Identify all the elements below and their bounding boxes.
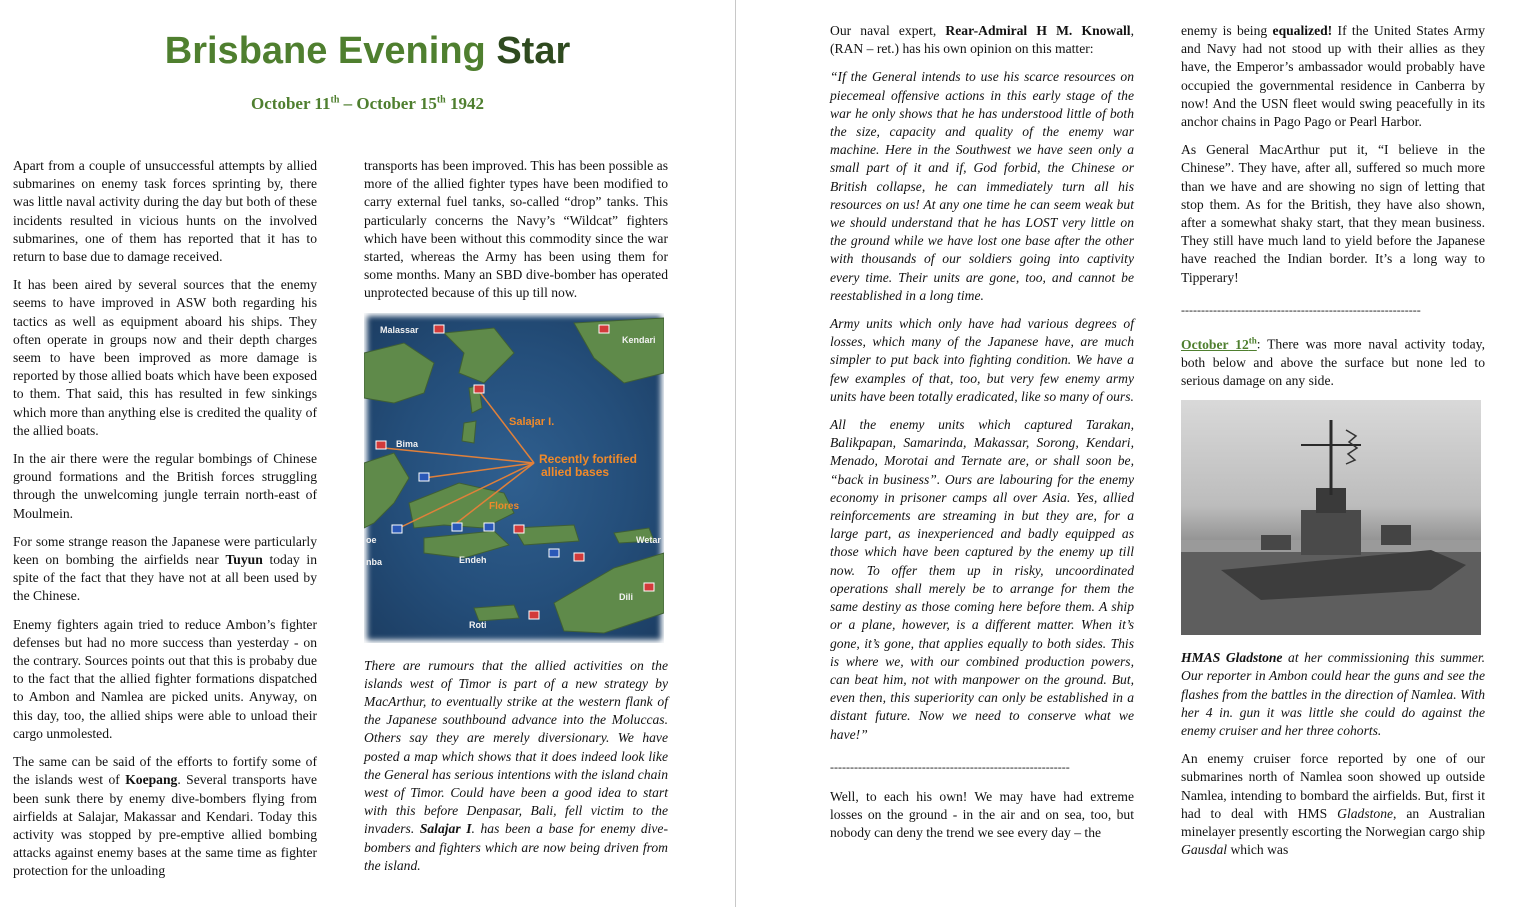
place-name: Koepang: [125, 772, 178, 788]
photo-caption: [1181, 649, 1485, 740]
masthead-title: [0, 30, 735, 73]
masthead-dates: [0, 94, 735, 114]
separator: ------------------------------------------------------------: [830, 759, 1070, 774]
map-label: Dili: [619, 591, 634, 602]
date-heading-text: October 12: [1181, 336, 1249, 352]
text-span: : There was more naval activity today, both below and above the surface but none led to serious damage on any side.: [1181, 336, 1485, 388]
map-callout: [539, 453, 637, 479]
text-span: . has been a base for enemy dive-bombers and fighters which are now being driven from the island.: [364, 821, 668, 873]
map-label: Endeh: [459, 554, 487, 565]
ship-graphic: [1181, 400, 1481, 635]
paragraph: [1181, 22, 1485, 131]
map-label: Malassar: [380, 324, 419, 335]
map-caption: [364, 657, 668, 875]
paragraph: [830, 22, 1134, 58]
text-span: An enemy cruiser force reported by one of our submarines north of Namlea soon showed up outside Namlea, intending to bombard the airfields. But, first it had to deal with HMS: [1181, 751, 1485, 821]
text-span: . Several transports have been sunk there by enemy dive-bombers flying from airfields at Salajar, Makassar and Kendari. Today this activity was stopped by pre-emptive allied bombing attacks against enemy bases at the same time as fighter protection for the unloading: [13, 772, 317, 879]
map-label: Bima: [396, 438, 419, 449]
text-span: enemy is being: [1181, 23, 1273, 38]
text-span: Our naval expert,: [830, 23, 946, 38]
text-span: , an Australian minelayer presently escorting the Norwegian cargo ship: [1181, 805, 1486, 840]
map-label: Roti: [469, 619, 487, 630]
text-span: For some strange reason the Japanese were particularly keen on bombing the airfields near: [13, 533, 317, 568]
date-end-suffix: th: [436, 94, 446, 106]
paragraph: In the air there were the regular bombings of Chinese ground formations and the British forces struggling through the unwelcoming jungle terrain north-east of Moulmein.: [13, 451, 317, 521]
text-span: at her commissioning this summer. Our reporter in Ambon could hear the guns and see the flashes from the battles in the direction of Namlea. With her 4 in. gun it was little she could do against the enemy cruiser and her three cohorts.: [1181, 650, 1485, 738]
column-1: [13, 157, 317, 891]
paragraph: transports has been improved. This has been possible as more of the allied fighter types have been modified to carry external fuel tanks, so-called “drop” tanks. This particularly concerns the Navy’s “Wildcat” fighters which have been without this commodity since the war started, whereas the Army has been using them for some months. Many an SBD dive-bomber has operated unprotected because of this up till now.: [364, 158, 668, 301]
text-span: If the United States Army and Navy had not stood up with their allies as they have, the Emperor’s ambassador would probably have occupied the governmental residence in Canberra by now! And the USN fleet would swing peacefully in its anchor chains in Pago Pago or Pearl Harbor.: [1181, 23, 1485, 130]
text-span: which was: [1227, 842, 1289, 858]
quote-paragraph: Army units which only have had various degrees of losses, which many of the Japanese have, are much simpler to put back into fighting condition. We have a few examples of that, too, but very few enemy army units have been totally eradicated, like so many of ours.: [830, 316, 1134, 404]
date-start: October 11: [251, 94, 331, 113]
map-label: oe: [366, 534, 377, 545]
masthead-title-main: Brisbane Evening: [164, 30, 497, 72]
paragraph: Well, to each his own! We may have had extreme losses on the ground - in the air and on sea, too, but nobody can deny the trend we see every day – the: [830, 788, 1134, 841]
ship-name: HMAS Gladstone: [1181, 650, 1283, 666]
expert-name: Rear-Admiral H M. Knowall: [945, 23, 1131, 38]
masthead-title-star: Star: [496, 30, 571, 72]
paragraph: [1181, 331, 1485, 390]
text-span: The same can be said of the efforts to fortify some of the islands west of: [13, 754, 317, 788]
paragraph: It has been aired by several sources that the enemy seems to have improved in ASW both regarding his tactics as well as equipment aboard his ships. They often operate in groups now and their depth charges seem to have been improved as more damage is reported by those allied boats which have been exposed to them. That said, this has resulted in few sinkings which more than anything else is credited the quality of the allied boats.: [13, 277, 317, 438]
column-3: [830, 22, 1134, 853]
map-label: Wetar: [636, 534, 661, 545]
paragraph: Apart from a couple of unsuccessful attempts by allied submarines on enemy task forces sprinting by, there was little naval activity during the day but both of these incidents resulted in vicious hunts on the involved submarines, one of them has reported that it has to return to base due to damage received.: [13, 158, 317, 265]
map-image: [364, 313, 664, 643]
emphasis: equalized!: [1272, 23, 1333, 38]
map-callout-line: Recently fortified: [539, 451, 638, 466]
place-name: Tuyun: [225, 552, 263, 568]
separator: ------------------------------------------------------------: [1181, 302, 1421, 317]
ship-name: Gladstone: [1337, 805, 1394, 821]
map-label: Kendari: [622, 334, 656, 345]
paragraph: [1181, 750, 1485, 859]
map-label: Flores: [489, 500, 520, 512]
quote-paragraph: “If the General intends to use his scarce resources on piecemeal offensive actions in this early stage of the war he only shows that he has understood little of both the size, capacity and quality of the enemy war machine. Here in the Southwest we have seen only a small part of it and if, God forbid, the Chinese or British collapse, he can immediately turn all his resources on us! At any one time he can seem weak but we should understand that he has LOST very little on the ground while we have lost one base after the other with thousands of our soldiers going into captivity every time. Their units are gone, too, and cannot be reestablished in a long time.: [830, 69, 1134, 303]
date-heading-suffix: th: [1248, 335, 1257, 346]
paragraph: [13, 533, 317, 606]
date-year: 1942: [445, 94, 484, 113]
date-start-suffix: th: [330, 94, 340, 106]
date-end: – October 15: [339, 94, 437, 113]
page-divider: [735, 0, 736, 907]
text-span: There are rumours that the allied activities on the islands west of Timor is part of a new strategy by MacArthur, to eventually strike at the western flank of the Japanese southbound advance into the Moluccas. Others say they are merely diversionary. We have posted a map which shows that it does indeed look like the General has serious intentions with the island chain west of Timor. Could have been a good idea to start with this before Denpasar, Bali, fell victim to the invaders.: [364, 657, 668, 837]
map-label: nba: [366, 556, 383, 567]
paragraph: Enemy fighters again tried to reduce Ambon’s fighter defenses but had no more success than yesterday - on the contrary. Sources points out that this is probaby due to the fact that the allied fighter formations dispatched to Ambon and Namlea are picked units. Anyway, on this day, too, the allied ships were able to unload their cargo unmolested.: [13, 616, 317, 741]
column-4: [1181, 22, 1485, 869]
map-callout-line: allied bases: [541, 464, 610, 479]
place-name: Salajar I: [419, 821, 472, 837]
paragraph: [13, 753, 317, 880]
text-span: today in spite of the fact that they have not at all been used by the Chinese.: [13, 552, 317, 604]
text-span: , (RAN – ret.) has his own opinion on this matter:: [830, 23, 1134, 57]
paragraph: As General MacArthur put it, “I believe in the Chinese”. They have, after all, suffered so much more than we have and are showing no sign of letting that stop them. As for the British, they have also shown, after a somewhat shaky start, that they mean business. They still have much land to yield before the Japanese have reached the Indian border. It’s a long way to Tipperary!: [1181, 142, 1485, 285]
ship-photo: [1181, 400, 1481, 635]
column-2: [364, 157, 668, 885]
date-heading: [1181, 337, 1257, 352]
ship-name: Gausdal: [1181, 842, 1228, 858]
map-label: Salajar I.: [509, 415, 555, 428]
quote-paragraph: All the enemy units which captured Tarakan, Balikpapan, Samarinda, Makassar, Sorong, Kendari, Menado, Morotai and Ternate are, or shall soon be, “back in business”. Ours are labouring for the enemy economy in prisoner camps all over Asia. Yes, allied reinforcements are streaming in but they are, for a large part, as inexperienced and badly equipped as those which have been captured by the enemy up till now. To offer them up in risky, uncoordinated operations shall merely be to arrange for them the same destiny as those coming here before them. A ship or a plane, however, is a different matter. When it’s gone, it’s gone, that applies equally to both sides. This is where we, with our combined production powers, can beat him, not with manpower on the ground. But, even then, this superiority can only be established in a distant future. Now we need to conserve what we have!”: [830, 417, 1134, 742]
